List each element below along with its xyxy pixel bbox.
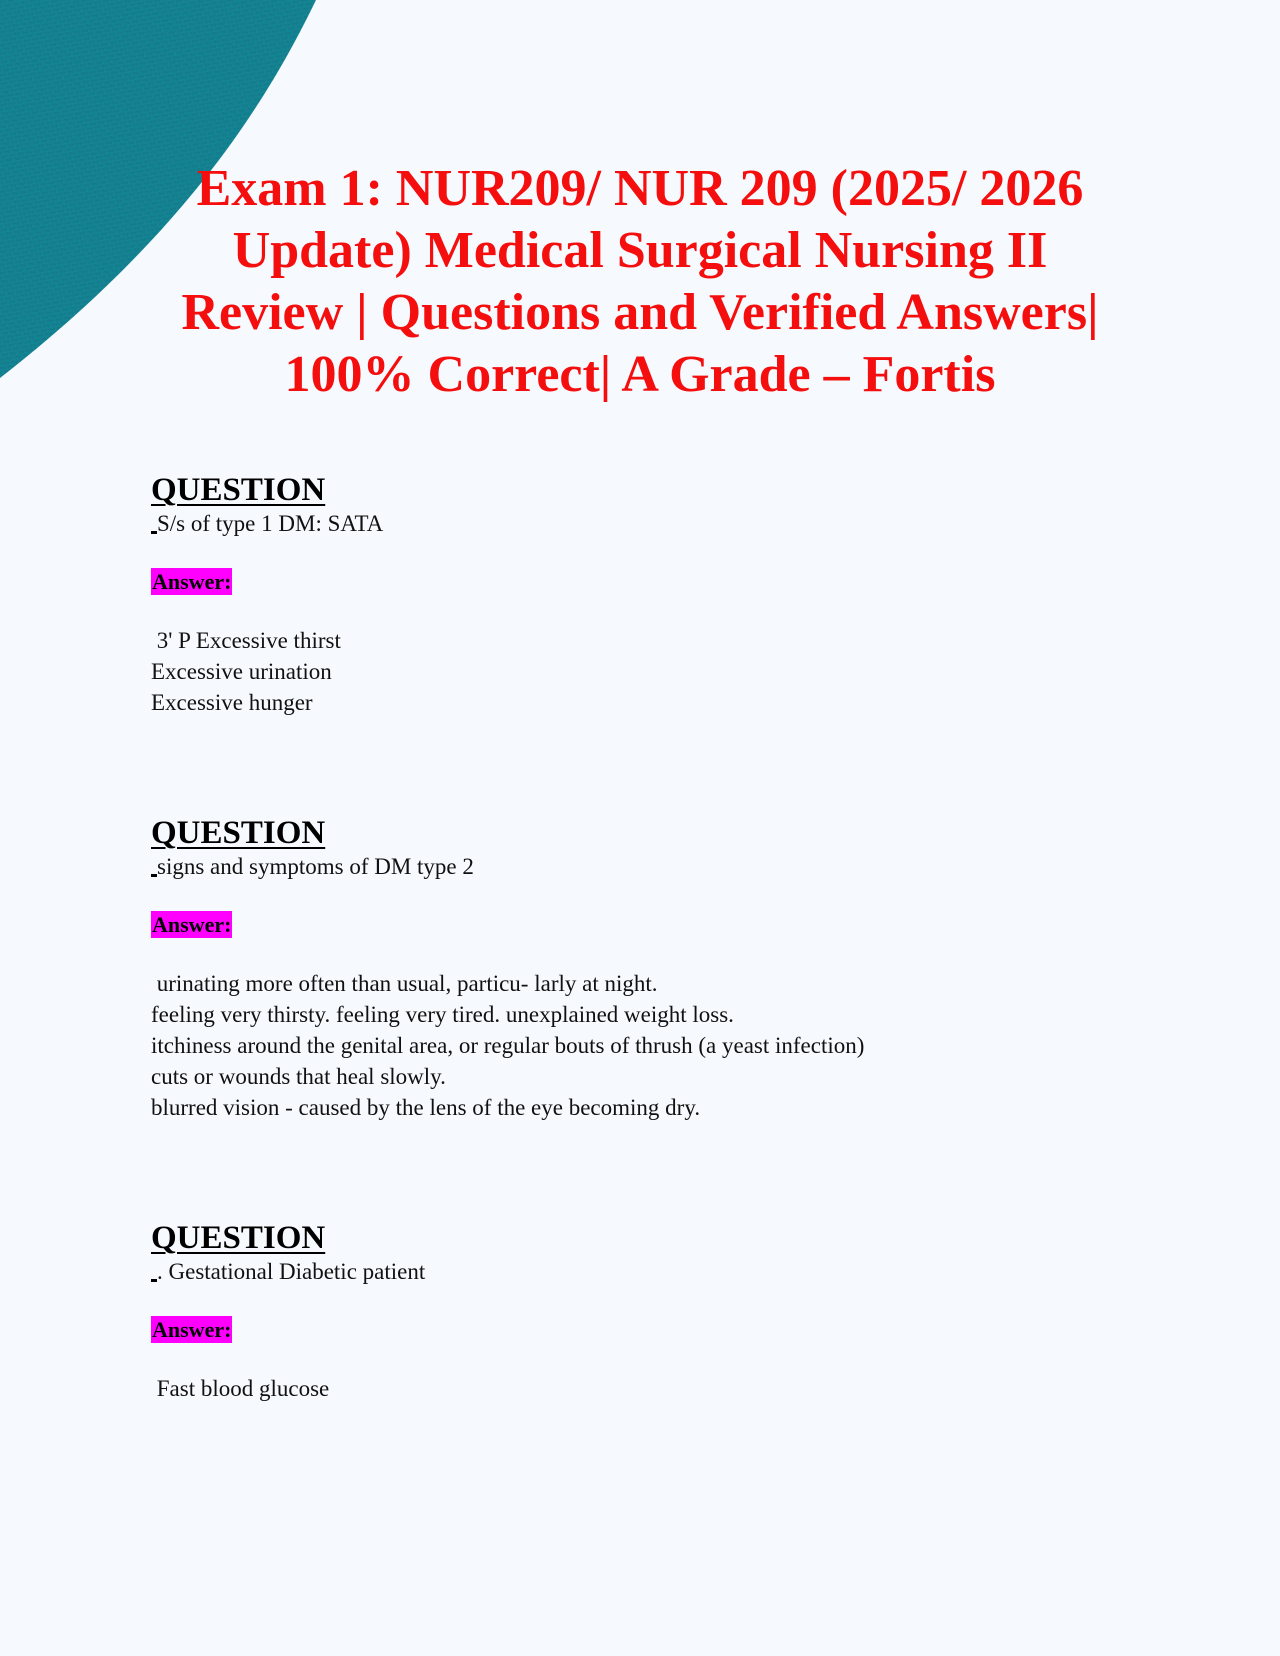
question-heading: QUESTION <box>151 815 326 851</box>
question-block-2 <box>151 815 1151 1123</box>
question-text <box>151 510 1151 538</box>
answer-lines <box>151 968 1151 1123</box>
question-text-content: . Gestational Diabetic patient <box>157 1259 426 1284</box>
question-text-content: S/s of type 1 DM: SATA <box>157 511 384 536</box>
answer-line: Fast blood glucose <box>151 1376 330 1401</box>
question-text <box>151 853 1151 881</box>
question-text-content: signs and symptoms of DM type 2 <box>157 854 474 879</box>
question-heading: QUESTION <box>151 1220 326 1256</box>
answer-line: itchiness around the genital area, or regular bouts of thrush (a yeast infection) <box>151 1033 865 1058</box>
answer-line: blurred vision - caused by the lens of the eye becoming dry. <box>151 1095 701 1120</box>
answer-line: 3' P Excessive thirst <box>151 628 341 653</box>
answer-label: Answer: <box>152 569 232 594</box>
answer-lines <box>151 625 1151 718</box>
answer-line: feeling very thirsty. feeling very tired. unexplained weight loss. <box>151 1002 734 1027</box>
question-text <box>151 1258 1151 1286</box>
answer-line: Excessive hunger <box>151 690 313 715</box>
answer-line: cuts or wounds that heal slowly. <box>151 1064 446 1089</box>
answer-lines <box>151 1373 1151 1404</box>
bullet-mark <box>151 1279 157 1282</box>
question-block-3 <box>151 1220 1151 1404</box>
answer-label: Answer: <box>152 912 232 937</box>
document-title: Exam 1: NUR209/ NUR 209 (2025/ 2026 Update) Medical Surgical Nursing II Review | Questions and Verified Answers| 100% Correct| A Grade – Fortis <box>181 160 1099 403</box>
bullet-mark <box>151 531 157 534</box>
answer-line: Excessive urination <box>151 659 332 684</box>
question-block-1 <box>151 472 1151 718</box>
question-heading: QUESTION <box>151 472 326 508</box>
answer-line: urinating more often than usual, particu- larly at night. <box>151 971 658 996</box>
bullet-mark <box>151 874 157 877</box>
answer-label: Answer: <box>152 1317 232 1342</box>
